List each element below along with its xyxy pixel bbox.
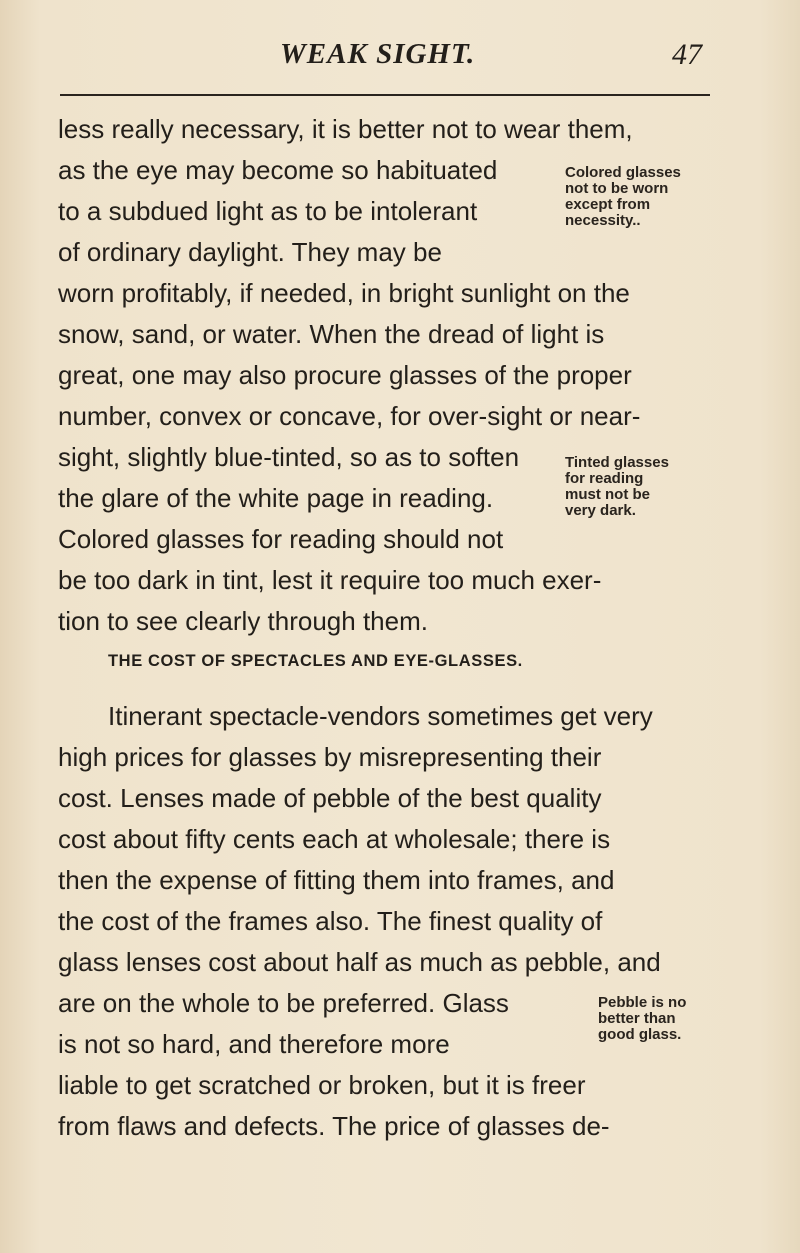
sidenote-line: Tinted glasses xyxy=(565,454,669,471)
text-line-20: glass lenses cost about half as much as pebble, and xyxy=(58,947,661,977)
page-header xyxy=(60,30,710,96)
text-line-24: from flaws and defects. The price of glasses de- xyxy=(58,1111,610,1141)
text-line-18: then the expense of fitting them into frames, and xyxy=(58,865,615,895)
text-line-4: of ordinary daylight. They may be xyxy=(58,237,442,267)
text-line-21: are on the whole to be preferred. Glass xyxy=(58,988,509,1018)
text-line-17: cost about fifty cents each at wholesale; there is xyxy=(58,824,611,854)
sidenote-tinted-glasses xyxy=(565,455,735,519)
text-line-10: the glare of the white page in reading. xyxy=(58,483,494,513)
running-title: WEAK SIGHT. xyxy=(280,38,476,70)
sidenote-line: necessity.. xyxy=(565,212,641,229)
sidenote-line: good glass. xyxy=(598,1026,682,1043)
text-line-7: great, one may also procure glasses of the proper xyxy=(58,360,632,390)
sidenote-pebble xyxy=(598,995,768,1043)
text-line-1: less really necessary, it is better not to wear them, xyxy=(58,114,633,144)
sidenote-line: except from xyxy=(565,196,651,213)
sidenote-line: not to be worn xyxy=(565,180,669,197)
text-line-5: worn profitably, if needed, in bright sunlight on the xyxy=(58,278,630,308)
sidenote-line: for reading xyxy=(565,470,644,487)
section-heading: THE COST OF SPECTACLES AND EYE-GLASSES. xyxy=(108,652,523,670)
text-line-22: is not so hard, and therefore more xyxy=(58,1029,450,1059)
text-line-13: tion to see clearly through them. xyxy=(58,606,428,636)
text-line-15: high prices for glasses by misrepresenting their xyxy=(58,742,602,772)
sidenote-line: Pebble is no xyxy=(598,994,687,1011)
sidenote-colored-glasses xyxy=(565,165,735,229)
page-number: 47 xyxy=(672,38,702,71)
text-line-3: to a subdued light as to be intolerant xyxy=(58,196,478,226)
text-line-14: Itinerant spectacle-vendors sometimes get very xyxy=(108,701,653,731)
text-line-2: as the eye may become so habituated xyxy=(58,155,498,185)
text-line-11: Colored glasses for reading should not xyxy=(58,524,504,554)
text-line-16: cost. Lenses made of pebble of the best quality xyxy=(58,783,602,813)
sidenote-line: must not be xyxy=(565,486,650,503)
sidenote-line: Colored glasses xyxy=(565,164,681,181)
text-line-23: liable to get scratched or broken, but it is freer xyxy=(58,1070,586,1100)
text-line-6: snow, sand, or water. When the dread of light is xyxy=(58,319,605,349)
text-line-12: be too dark in tint, lest it require too much exer- xyxy=(58,565,602,595)
sidenote-line: very dark. xyxy=(565,502,636,519)
text-line-19: the cost of the frames also. The finest quality of xyxy=(58,906,603,936)
text-line-9: sight, slightly blue-tinted, so as to soften xyxy=(58,442,520,472)
sidenote-line: better than xyxy=(598,1010,676,1027)
text-line-8: number, convex or concave, for over-sight or near- xyxy=(58,401,641,431)
